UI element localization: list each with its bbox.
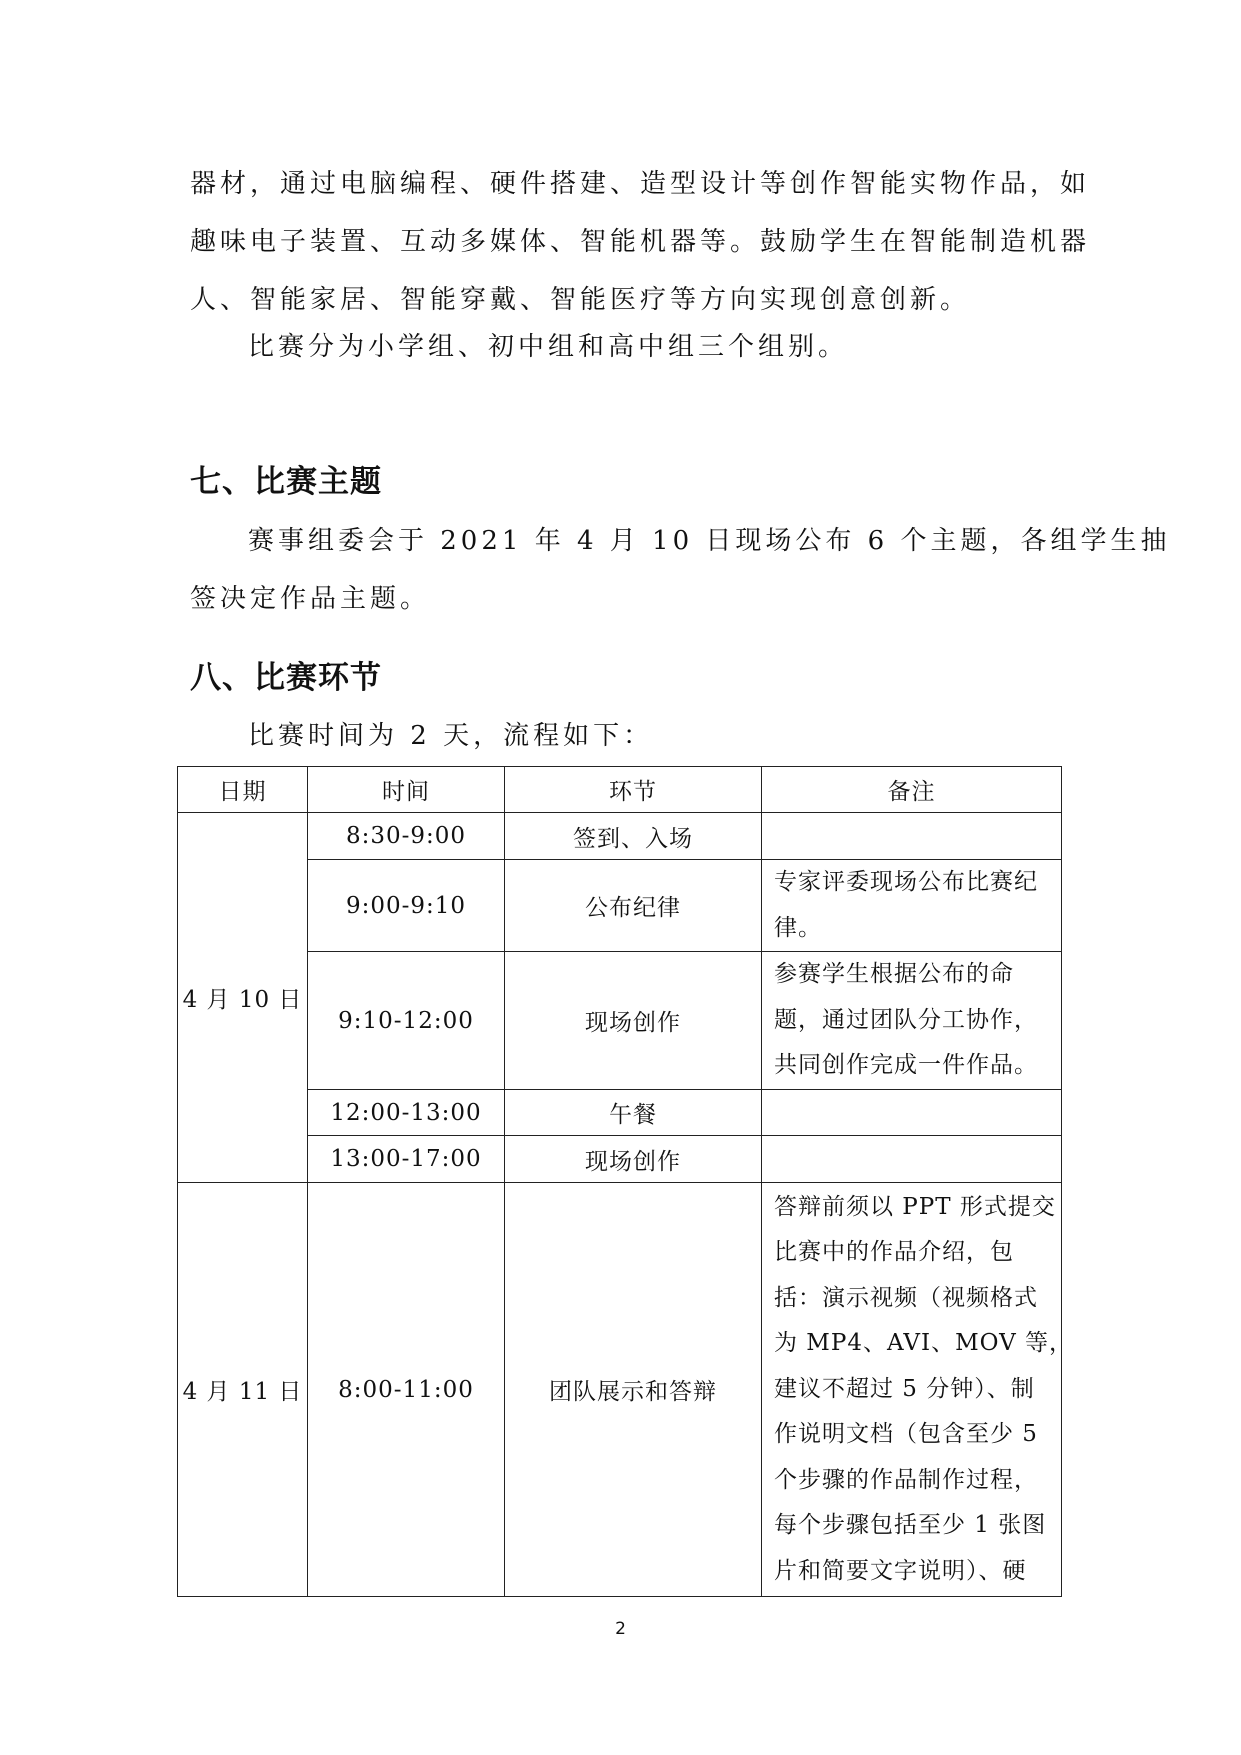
note-line: 片和简要文字说明）、硬 [774, 1557, 1027, 1584]
stage-cell: 现场创作 [505, 1136, 762, 1183]
header-note: 备注 [762, 767, 1062, 813]
note-line: 建议不超过 5 分钟）、制 [774, 1375, 1035, 1402]
paragraph-schedule-intro [248, 707, 1120, 765]
table-row [178, 1090, 1062, 1136]
table-row [178, 813, 1062, 860]
stage-cell: 签到、入场 [505, 813, 762, 860]
note-cell [762, 860, 1062, 952]
paragraph-line: 趣味电子装置、互动多媒体、智能机器等。鼓励学生在智能制造机器 [190, 227, 1091, 257]
note-line: 专家评委现场公布比赛纪 [774, 869, 1038, 895]
header-stage: 环节 [505, 767, 762, 813]
table-row [178, 1183, 1062, 1597]
note-line: 参赛学生根据公布的命 [774, 961, 1014, 988]
time-cell: 13:00-17:00 [308, 1136, 505, 1183]
page-number: 2 [615, 1619, 626, 1639]
note-cell [762, 952, 1062, 1090]
paragraph-intro [190, 155, 1091, 329]
section-heading-theme: 七、比赛主题 [190, 464, 382, 500]
time-cell: 12:00-13:00 [308, 1090, 505, 1136]
note-line: 题，通过团队分工协作， [774, 1006, 1038, 1033]
note-line: 为 MP4、AVI、MOV 等， [774, 1330, 1074, 1357]
note-cell [762, 1183, 1074, 1597]
note-line: 每个步骤包括至少 1 张图 [774, 1512, 1047, 1539]
header-time: 时间 [308, 767, 505, 813]
date-cell: 4 月 11 日 [178, 1183, 308, 1597]
table-row [178, 952, 1062, 1090]
section-heading-stages: 八、比赛环节 [190, 660, 382, 696]
note-line: 个步骤的作品制作过程， [774, 1466, 1038, 1493]
note-line: 括：演示视频（视频格式 [774, 1284, 1038, 1311]
paragraph-groups [248, 318, 1120, 376]
table-row [178, 1136, 1062, 1183]
time-cell: 8:00-11:00 [308, 1183, 505, 1597]
time-cell: 8:30-9:00 [308, 813, 505, 860]
paragraph-line: 赛事组委会于 2021 年 4 月 10 日现场公布 6 个主题，各组学生抽 [248, 526, 1171, 556]
paragraph-theme [190, 512, 1171, 628]
note-line: 律。 [774, 914, 822, 941]
note-line: 比赛中的作品介绍，包 [774, 1239, 1014, 1266]
note-line: 答辩前须以 PPT 形式提交 [774, 1193, 1056, 1220]
stage-cell: 团队展示和答辩 [505, 1183, 762, 1597]
note-cell [762, 813, 1062, 860]
stage-cell: 现场创作 [505, 952, 762, 1090]
note-line: 作说明文档（包含至少 5 [774, 1421, 1038, 1448]
paragraph-line: 比赛时间为 2 天，流程如下： [248, 721, 654, 751]
time-cell: 9:00-9:10 [308, 860, 505, 952]
paragraph-line: 比赛分为小学组、初中组和高中组三个组别。 [248, 332, 849, 362]
paragraph-line: 人、智能家居、智能穿戴、智能医疗等方向实现创意创新。 [190, 285, 971, 315]
header-date: 日期 [178, 767, 308, 813]
schedule-table [177, 766, 1074, 1597]
paragraph-line: 签决定作品主题。 [190, 584, 431, 614]
stage-cell: 公布纪律 [505, 860, 762, 952]
paragraph-line: 器材，通过电脑编程、硬件搭建、造型设计等创作智能实物作品，如 [190, 169, 1091, 199]
note-cell [762, 1136, 1062, 1183]
stage-cell: 午餐 [505, 1090, 762, 1136]
date-cell: 4 月 10 日 [178, 813, 308, 1183]
time-cell: 9:10-12:00 [308, 952, 505, 1090]
table-row [178, 860, 1062, 952]
note-line: 共同创作完成一件作品。 [774, 1052, 1038, 1079]
note-cell [762, 1090, 1062, 1136]
table-header-row [178, 767, 1062, 813]
